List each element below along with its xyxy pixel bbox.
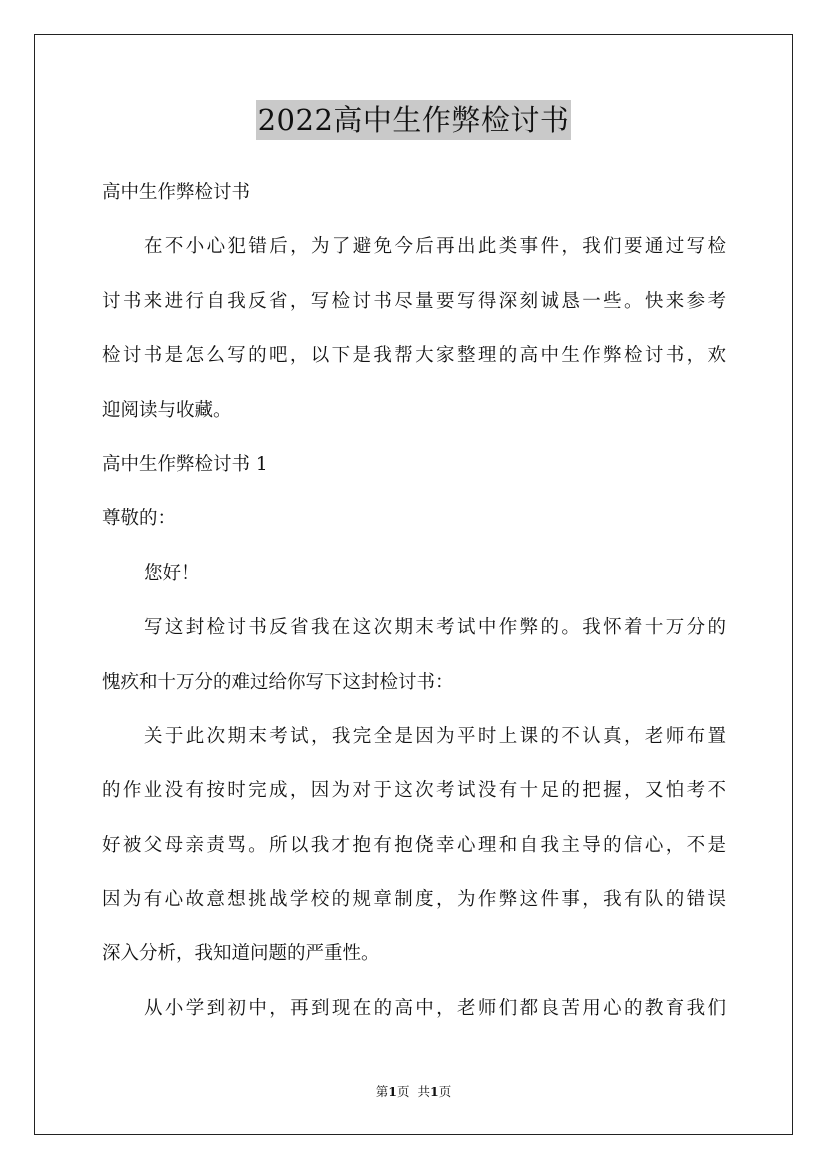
page-number: 1 bbox=[388, 1084, 397, 1099]
total-label-prefix: 共 bbox=[417, 1084, 430, 1099]
total-label-suffix: 页 bbox=[438, 1084, 452, 1099]
body-line: 讨书来进行自我反省，写检讨书尽量要写得深刻诚恳一些。快来参考 bbox=[102, 290, 726, 312]
body-line: 的作业没有按时完成，因为对于这次考试没有十足的把握，又怕考不 bbox=[102, 780, 726, 802]
page-label-prefix: 第 bbox=[375, 1084, 389, 1099]
body-line: 从小学到初中，再到现在的高中，老师们都良苦用心的教育我们 bbox=[144, 997, 726, 1019]
page-label-suffix: 页 bbox=[397, 1084, 410, 1099]
body-line: 在不小心犯错后，为了避免今后再出此类事件，我们要通过写检 bbox=[144, 236, 726, 258]
body-line: 好被父母亲责骂。所以我才抱有抱侥幸心理和自我主导的信心，不是 bbox=[102, 834, 726, 856]
body-line: 因为有心故意想挑战学校的规章制度，为作弊这件事，我有队的错误 bbox=[102, 889, 726, 911]
total-pages: 1 bbox=[429, 1084, 439, 1099]
title-container bbox=[0, 100, 827, 140]
body-line: 检讨书是怎么写的吧，以下是我帮大家整理的高中生作弊检讨书，欢 bbox=[102, 345, 726, 367]
body-line: 深入分析，我知道问题的严重性。 bbox=[102, 943, 380, 965]
body-line: 愧疚和十万分的难过给你写下这封检讨书： bbox=[102, 671, 454, 693]
document-body bbox=[102, 166, 726, 1036]
body-line: 您好！ bbox=[144, 562, 200, 584]
document-title: 2022高中生作弊检讨书 bbox=[256, 100, 572, 140]
body-line: 尊敬的： bbox=[102, 508, 177, 530]
body-line: 高中生作弊检讨书 1 bbox=[102, 453, 268, 475]
body-line: 高中生作弊检讨书 bbox=[102, 182, 251, 203]
body-line: 写这封检讨书反省我在这次期末考试中作弊的。我怀着十万分的 bbox=[144, 617, 726, 639]
page-footer bbox=[0, 1083, 827, 1101]
body-line: 迎阅读与收藏。 bbox=[102, 399, 232, 421]
body-line: 关于此次期末考试，我完全是因为平时上课的不认真，老师布置 bbox=[144, 725, 726, 747]
